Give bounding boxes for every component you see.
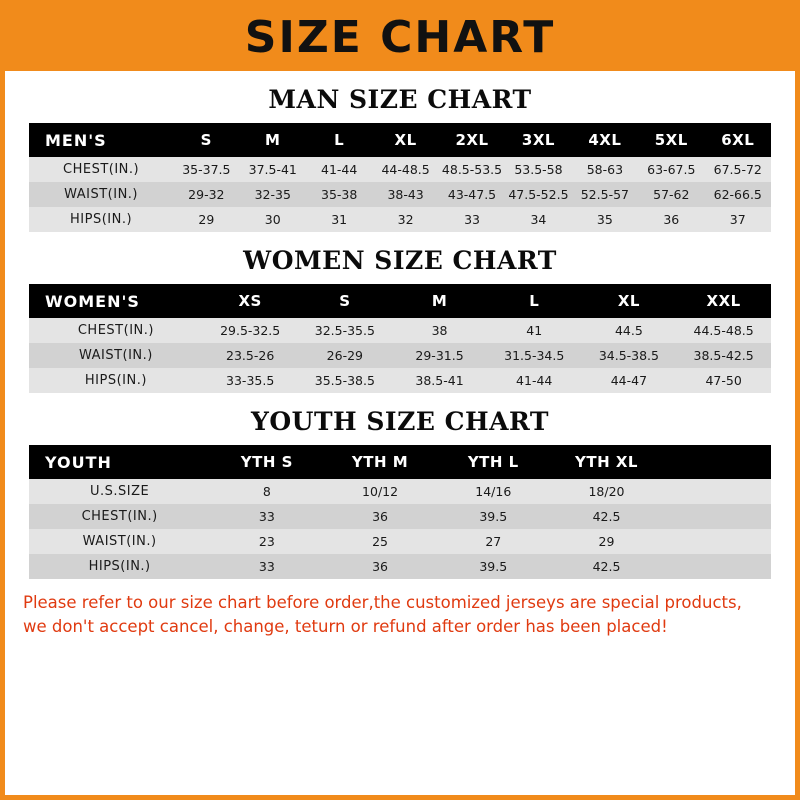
column-header: M bbox=[240, 123, 306, 157]
table-row bbox=[29, 504, 771, 529]
table-cell: 34.5-38.5 bbox=[582, 343, 677, 368]
page-title: SIZE CHART bbox=[244, 12, 556, 63]
table-cell: 36 bbox=[638, 207, 704, 232]
table-cell: 37.5-41 bbox=[240, 157, 306, 182]
table-cell: 32-35 bbox=[240, 182, 306, 207]
column-header: M bbox=[392, 284, 487, 318]
table-cell: 29-31.5 bbox=[392, 343, 487, 368]
table-cell: 31.5-34.5 bbox=[487, 343, 582, 368]
table-cell: 53.5-58 bbox=[505, 157, 571, 182]
row-label: CHEST(IN.) bbox=[29, 157, 173, 182]
table-cell: 29-32 bbox=[173, 182, 239, 207]
column-header: L bbox=[487, 284, 582, 318]
order-policy-note bbox=[5, 579, 795, 639]
column-header: YTH S bbox=[210, 445, 323, 479]
table-cell: 14/16 bbox=[437, 479, 550, 504]
column-header: XL bbox=[372, 123, 438, 157]
table-cell: 67.5-72 bbox=[705, 157, 772, 182]
table-row bbox=[29, 182, 771, 207]
table-cell: 37 bbox=[705, 207, 772, 232]
table-cell-spacer bbox=[663, 504, 771, 529]
column-header: S bbox=[173, 123, 239, 157]
table-cell: 34 bbox=[505, 207, 571, 232]
table-cell: 23.5-26 bbox=[203, 343, 298, 368]
table-cell: 32.5-35.5 bbox=[298, 318, 393, 343]
table-cell: 43-47.5 bbox=[439, 182, 505, 207]
column-header-rowlabel: MEN'S bbox=[29, 123, 173, 157]
table-cell: 42.5 bbox=[550, 554, 663, 579]
table-cell: 29 bbox=[550, 529, 663, 554]
column-header: XS bbox=[203, 284, 298, 318]
table-cell: 35-38 bbox=[306, 182, 372, 207]
table-cell: 44-48.5 bbox=[372, 157, 438, 182]
column-header: XL bbox=[582, 284, 677, 318]
table-cell: 44.5 bbox=[582, 318, 677, 343]
table-cell: 35-37.5 bbox=[173, 157, 239, 182]
row-label: HIPS(IN.) bbox=[29, 368, 203, 393]
column-header-rowlabel: WOMEN'S bbox=[29, 284, 203, 318]
table-youth-size-chart bbox=[29, 445, 771, 579]
table-man-size-chart bbox=[29, 123, 771, 232]
column-header: L bbox=[306, 123, 372, 157]
row-label: CHEST(IN.) bbox=[29, 318, 203, 343]
table-row bbox=[29, 529, 771, 554]
column-header: XXL bbox=[676, 284, 771, 318]
table-cell: 38.5-41 bbox=[392, 368, 487, 393]
table-cell: 8 bbox=[210, 479, 323, 504]
table-cell: 42.5 bbox=[550, 504, 663, 529]
table-cell: 39.5 bbox=[437, 554, 550, 579]
table-cell: 10/12 bbox=[323, 479, 436, 504]
table-row bbox=[29, 368, 771, 393]
column-header: YTH L bbox=[437, 445, 550, 479]
table-cell: 63-67.5 bbox=[638, 157, 704, 182]
table-cell: 36 bbox=[323, 554, 436, 579]
section-women bbox=[5, 246, 795, 393]
table-row bbox=[29, 343, 771, 368]
table-cell-spacer bbox=[663, 554, 771, 579]
column-header: 5XL bbox=[638, 123, 704, 157]
table-row bbox=[29, 157, 771, 182]
column-header-rowlabel: YOUTH bbox=[29, 445, 210, 479]
table-cell: 27 bbox=[437, 529, 550, 554]
table-cell: 31 bbox=[306, 207, 372, 232]
note-line-2: we don't accept cancel, change, teturn or refund after order has been placed! bbox=[23, 616, 668, 636]
table-cell: 35 bbox=[572, 207, 638, 232]
table-cell: 52.5-57 bbox=[572, 182, 638, 207]
table-cell: 41 bbox=[487, 318, 582, 343]
row-label: HIPS(IN.) bbox=[29, 554, 210, 579]
table-row bbox=[29, 479, 771, 504]
table-cell: 36 bbox=[323, 504, 436, 529]
table-header-row bbox=[29, 445, 771, 479]
table-cell: 44-47 bbox=[582, 368, 677, 393]
section-man bbox=[5, 85, 795, 232]
table-row bbox=[29, 207, 771, 232]
table-cell: 35.5-38.5 bbox=[298, 368, 393, 393]
table-cell: 41-44 bbox=[487, 368, 582, 393]
row-label: HIPS(IN.) bbox=[29, 207, 173, 232]
table-cell: 32 bbox=[372, 207, 438, 232]
table-cell: 41-44 bbox=[306, 157, 372, 182]
row-label: WAIST(IN.) bbox=[29, 343, 203, 368]
table-cell: 57-62 bbox=[638, 182, 704, 207]
table-row bbox=[29, 554, 771, 579]
table-cell: 38 bbox=[392, 318, 487, 343]
table-cell: 23 bbox=[210, 529, 323, 554]
table-header-row bbox=[29, 284, 771, 318]
table-cell: 33 bbox=[210, 504, 323, 529]
column-header: 6XL bbox=[705, 123, 772, 157]
table-cell: 25 bbox=[323, 529, 436, 554]
row-label: WAIST(IN.) bbox=[29, 182, 173, 207]
column-header: 3XL bbox=[505, 123, 571, 157]
table-cell: 26-29 bbox=[298, 343, 393, 368]
note-line-1: Please refer to our size chart before order,the customized jerseys are special products, bbox=[23, 593, 742, 612]
row-label: WAIST(IN.) bbox=[29, 529, 210, 554]
column-header: 4XL bbox=[572, 123, 638, 157]
table-cell: 38-43 bbox=[372, 182, 438, 207]
section-title-women: WOMEN SIZE CHART bbox=[243, 246, 557, 275]
table-cell-spacer bbox=[663, 479, 771, 504]
column-header-spacer bbox=[663, 445, 771, 479]
table-cell: 33 bbox=[439, 207, 505, 232]
table-cell: 30 bbox=[240, 207, 306, 232]
table-cell: 48.5-53.5 bbox=[439, 157, 505, 182]
table-cell: 62-66.5 bbox=[705, 182, 772, 207]
table-header-row bbox=[29, 123, 771, 157]
row-label: U.S.SIZE bbox=[29, 479, 210, 504]
column-header: S bbox=[298, 284, 393, 318]
table-cell: 33 bbox=[210, 554, 323, 579]
table-cell: 29 bbox=[173, 207, 239, 232]
table-cell: 44.5-48.5 bbox=[676, 318, 771, 343]
table-cell: 29.5-32.5 bbox=[203, 318, 298, 343]
table-cell-spacer bbox=[663, 529, 771, 554]
column-header: YTH XL bbox=[550, 445, 663, 479]
column-header: YTH M bbox=[323, 445, 436, 479]
table-cell: 58-63 bbox=[572, 157, 638, 182]
table-cell: 47.5-52.5 bbox=[505, 182, 571, 207]
table-cell: 39.5 bbox=[437, 504, 550, 529]
table-cell: 38.5-42.5 bbox=[676, 343, 771, 368]
section-title-youth: YOUTH SIZE CHART bbox=[251, 407, 549, 436]
table-cell: 47-50 bbox=[676, 368, 771, 393]
banner bbox=[5, 5, 795, 71]
table-women-size-chart bbox=[29, 284, 771, 393]
section-youth bbox=[5, 407, 795, 579]
column-header: 2XL bbox=[439, 123, 505, 157]
table-cell: 18/20 bbox=[550, 479, 663, 504]
table-cell: 33-35.5 bbox=[203, 368, 298, 393]
section-title-man: MAN SIZE CHART bbox=[268, 85, 532, 114]
row-label: CHEST(IN.) bbox=[29, 504, 210, 529]
table-row bbox=[29, 318, 771, 343]
